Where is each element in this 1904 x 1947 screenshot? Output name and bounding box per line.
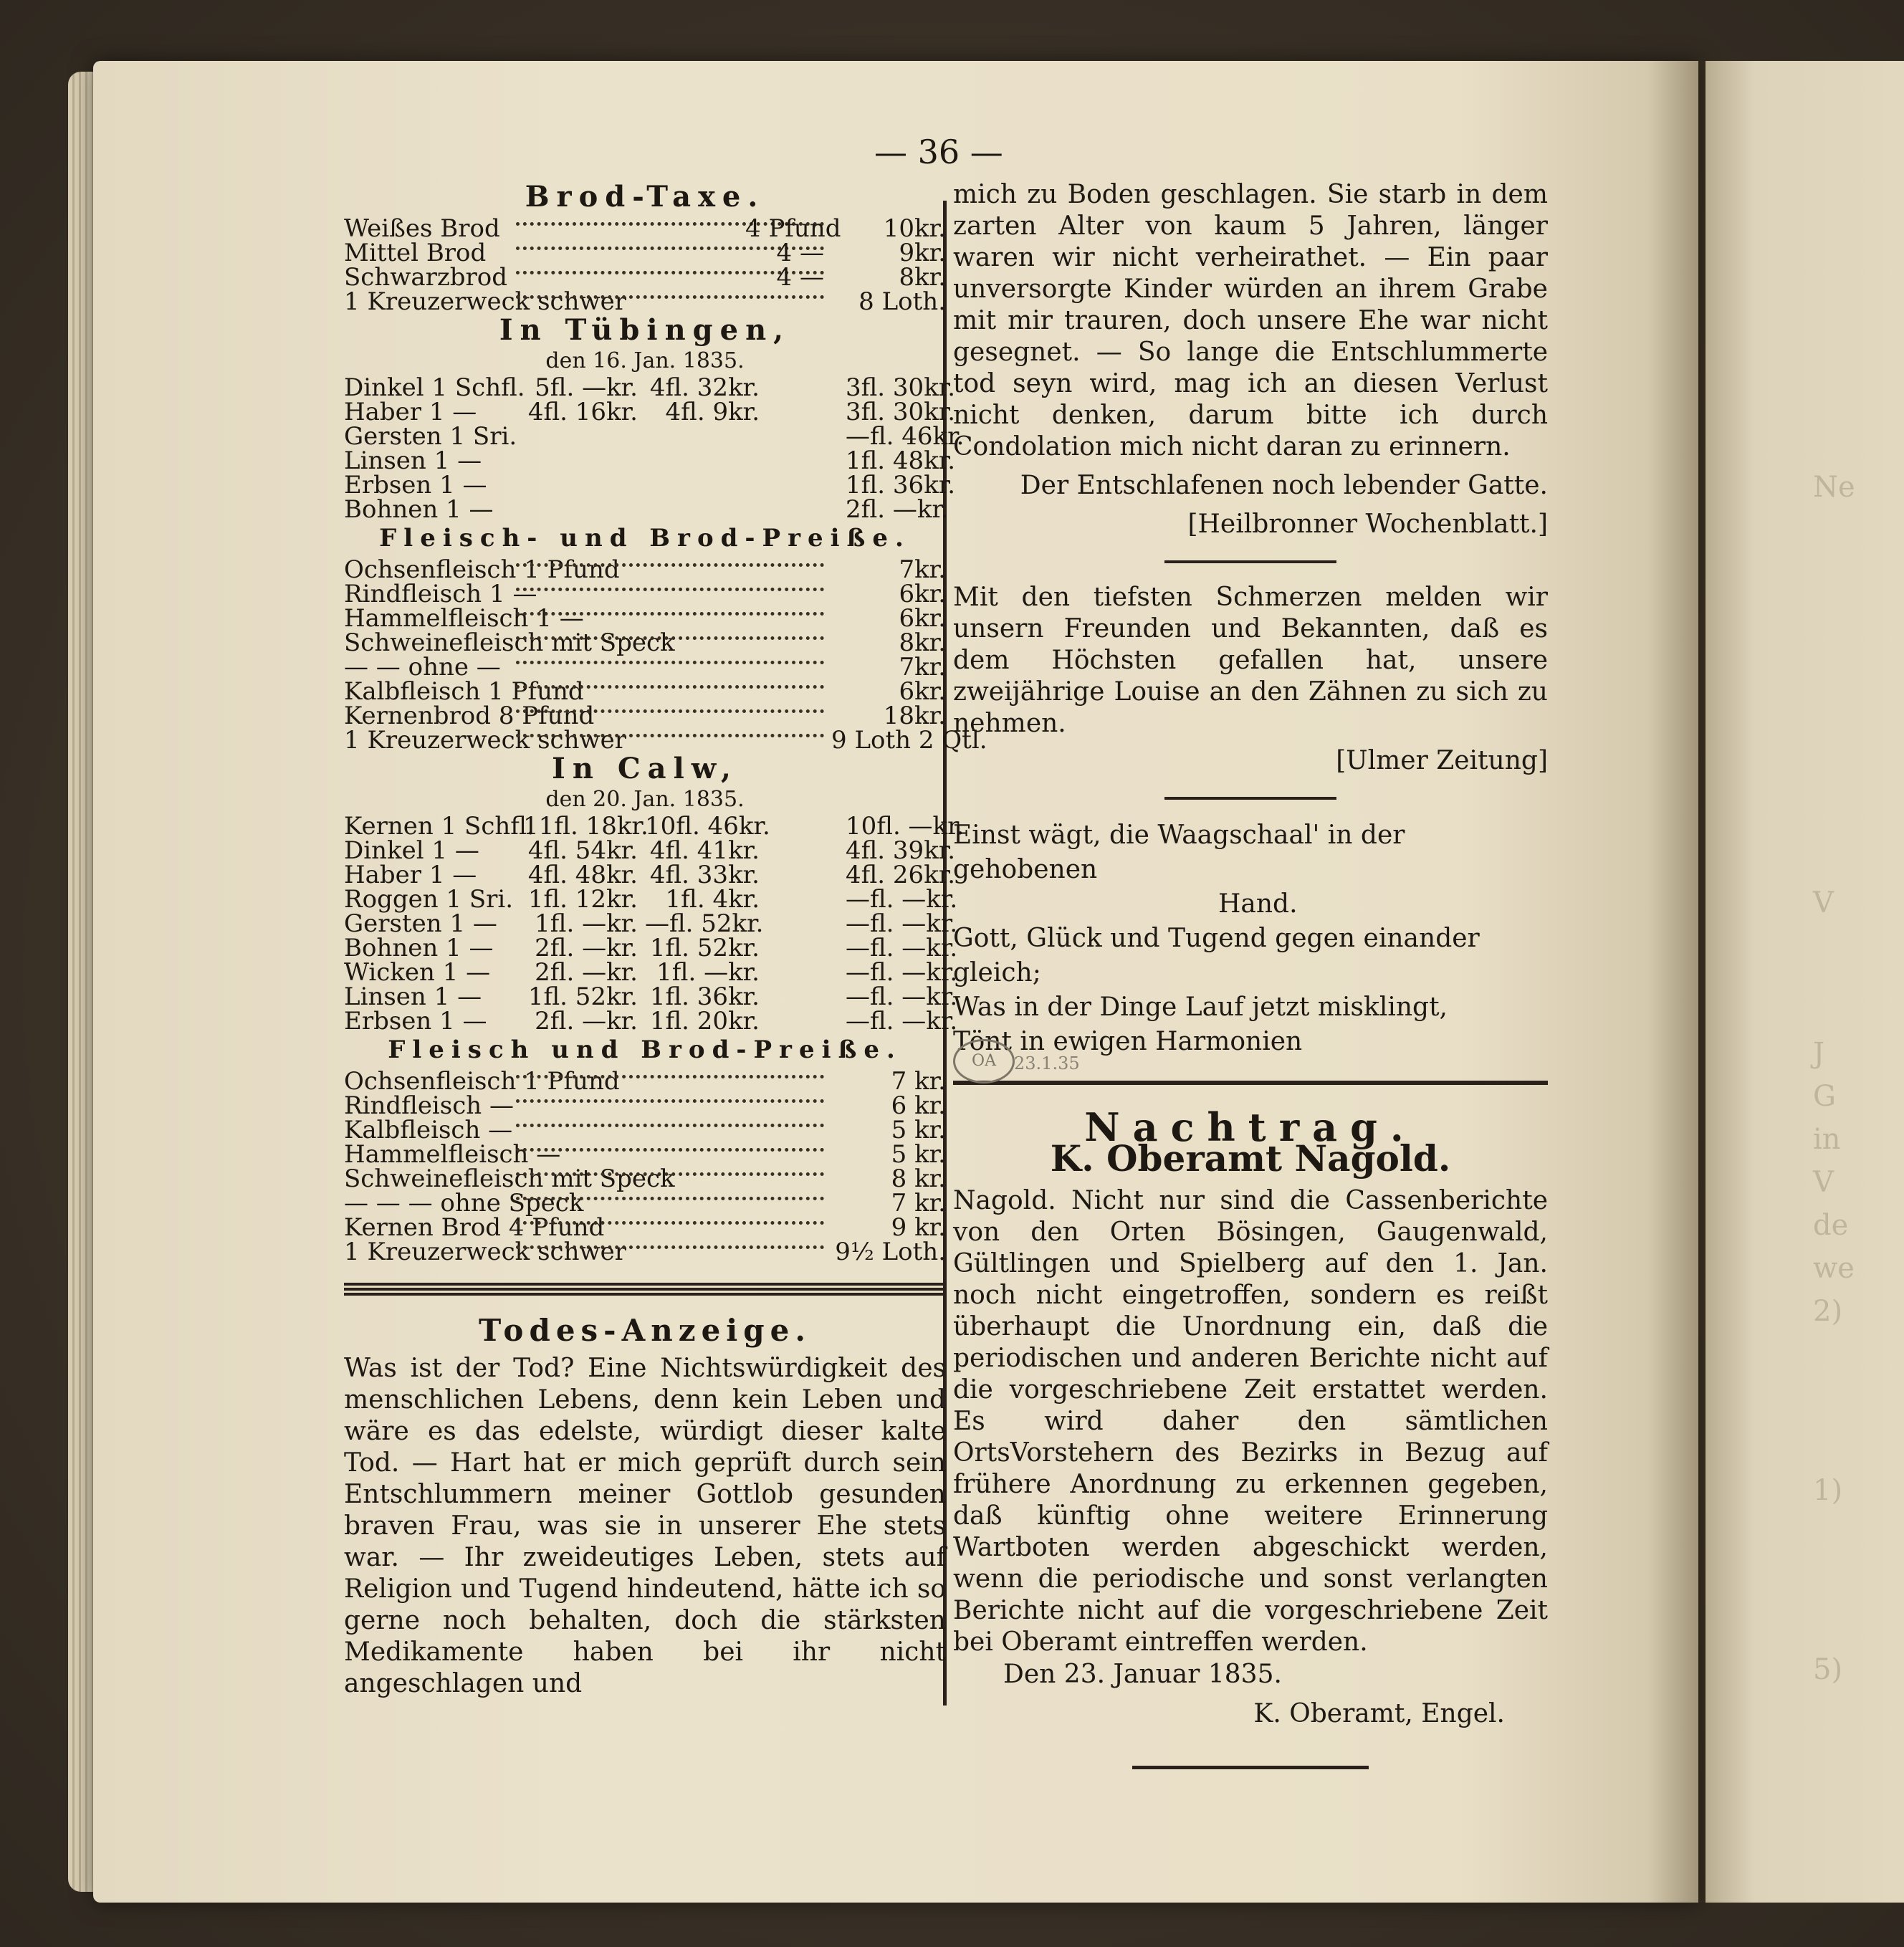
library-stamp: OA [953, 1039, 1015, 1083]
price-high: 4fl. 48kr. [527, 861, 638, 889]
right-page-bleed-text [1813, 93, 1899, 1691]
row-label: Bohnen 1 — [344, 495, 494, 524]
table-row [344, 495, 949, 524]
row-quantity: 4 Pfund [745, 214, 841, 243]
price-high: 2fl. —kr. [535, 958, 638, 987]
row-price: 8 Loth. [858, 287, 946, 316]
page-number: — 36 — [874, 133, 1003, 171]
row-label: Kalbfleisch — [344, 1116, 513, 1144]
tuebingen-title: In Tübingen, [499, 313, 791, 347]
bleed-line: J [1813, 1037, 1825, 1070]
row-price: 9 kr. [891, 1213, 946, 1242]
price-mid: 1fl. —kr. [656, 958, 760, 987]
calw-meat-table [344, 1067, 946, 1266]
nachtrag-title: Nachtrag. [1084, 1104, 1417, 1150]
row-price: 9 Loth 2 Qtl. [831, 726, 987, 755]
price-high: 1fl. 12kr. [527, 885, 638, 914]
calw-grain-table [344, 812, 965, 1035]
row-quantity: 4 — [776, 263, 824, 292]
row-label: Linsen 1 — [344, 982, 482, 1011]
price-low: —fl. —kr. [846, 909, 958, 938]
table-row [344, 287, 946, 316]
row-price: 8 kr. [891, 1164, 946, 1193]
notice-signature: K. Oberamt, Engel. [1253, 1699, 1505, 1728]
price-high: 4fl. 54kr. [527, 836, 638, 865]
row-label: Gersten 1 — [344, 909, 497, 938]
row-label: Dinkel 1 — [344, 836, 479, 865]
leader-dots [516, 685, 824, 689]
tuebingen-grain-table [344, 373, 965, 524]
row-price: 5 kr. [891, 1116, 946, 1144]
table-row [344, 555, 946, 584]
oberamt-title: K. Oberamt Nagold. [1050, 1137, 1451, 1180]
table-row [344, 604, 946, 633]
row-price: 8kr. [899, 628, 946, 657]
table-row [344, 958, 958, 987]
table-row [344, 398, 956, 426]
row-price: 18kr. [883, 702, 946, 730]
calw-meat-title: Fleisch und Brod-Preiße. [388, 1035, 902, 1064]
price-low: 10fl. —kr. [846, 812, 965, 841]
bleed-line: 1) [1813, 1474, 1843, 1507]
price-low: —fl. —kr. [846, 934, 958, 962]
row-label: Wicken 1 — [344, 958, 491, 987]
bleed-line: V [1813, 886, 1834, 919]
table-row [344, 812, 965, 841]
stamp-date: 23.1.35 [1014, 1053, 1080, 1073]
row-label: Kernen 1 Schfl. [344, 812, 535, 841]
table-row [344, 1213, 946, 1242]
price-mid: 1fl. 20kr. [649, 1007, 760, 1035]
table-row [344, 702, 946, 730]
row-label: Kalbfleisch 1 Pfund [344, 677, 584, 706]
brod-taxe-table [344, 214, 946, 316]
row-label: Kernen Brod 4 Pfund [344, 1213, 605, 1242]
death-notice-source: [Ulmer Zeitung] [1336, 746, 1548, 775]
bleed-line: G [1813, 1080, 1836, 1113]
price-low: —fl. —kr. [846, 982, 958, 1011]
brod-taxe-title: Brod-Taxe. [525, 180, 765, 214]
row-label: Mittel Brod [344, 239, 487, 267]
bleed-line: Ne [1813, 471, 1855, 504]
table-row [344, 422, 965, 451]
row-price: 10kr. [883, 214, 946, 243]
row-label: Erbsen 1 — [344, 1007, 487, 1035]
table-row [344, 653, 946, 681]
leader-dots [516, 563, 824, 567]
price-low: 4fl. 26kr. [846, 861, 956, 889]
price-high: 4fl. 16kr. [527, 398, 638, 426]
leader-dots [516, 1172, 824, 1176]
bleed-line: in [1813, 1123, 1841, 1156]
obituary-continuation: mich zu Boden geschlagen. Sie starb in dem zarten Alter von kaum 5 Jahren, länger waren wir nicht verheirathet. — Ein paar unversorgte Kinder würden an ihrem Grabe mit mir trauren, doch unsere Ehe war nicht gesegnet. — So lange die Entschlummerte tod seyn wird, mag ich an diesen Verlust nicht denken, darum bitte ich durch Condolation mich nicht daran zu erinnern. [953, 180, 1548, 461]
leader-dots [516, 661, 824, 664]
row-price: 7 kr. [891, 1067, 946, 1096]
book-gutter [1648, 61, 1706, 1903]
price-low: 2fl. —kr. [846, 495, 949, 524]
row-label: Ochsenfleisch 1 Pfund [344, 555, 620, 584]
table-row [344, 373, 956, 402]
section-rule [1164, 560, 1336, 563]
price-low: —fl. —kr. [846, 885, 958, 914]
row-label: Haber 1 — [344, 861, 477, 889]
bleed-line: de [1813, 1209, 1849, 1242]
right-column [953, 179, 1548, 1769]
leader-dots [516, 588, 824, 591]
table-row [344, 836, 956, 865]
row-label: Roggen 1 Sri. [344, 885, 514, 914]
calw-title: In Calw, [552, 752, 738, 785]
price-low: 4fl. 39kr. [846, 836, 956, 865]
leader-dots [516, 734, 824, 737]
obituary-source: [Heilbronner Wochenblatt.] [1187, 510, 1548, 539]
price-low: 3fl. 30kr. [846, 373, 956, 402]
notice-date: Den 23. Januar 1835. [1003, 1660, 1282, 1689]
price-mid: —fl. 52kr. [645, 909, 764, 938]
leader-dots [516, 1075, 824, 1078]
row-price: 5 kr. [891, 1140, 946, 1169]
price-low: 1fl. 36kr. [846, 471, 956, 499]
poem-line: Hand. [1218, 889, 1298, 919]
leader-dots [516, 709, 824, 713]
triple-rule [344, 1283, 946, 1296]
leader-dots [516, 1124, 824, 1127]
price-low: —fl. —kr. [846, 1007, 958, 1035]
row-price: 7kr. [899, 653, 946, 681]
table-row [344, 1238, 946, 1266]
table-row [344, 861, 956, 889]
tuebingen-date: den 16. Jan. 1835. [545, 348, 745, 373]
leader-dots [516, 1148, 824, 1152]
row-price: 6 kr. [891, 1091, 946, 1120]
row-price: 6kr. [899, 677, 946, 706]
poem-line: Gott, Glück und Tugend gegen einander gleich; [953, 924, 1480, 987]
row-label: — — — ohne Speck [344, 1189, 584, 1218]
row-label: Erbsen 1 — [344, 471, 487, 499]
leader-dots [516, 1221, 824, 1225]
bleed-line: 5) [1813, 1653, 1843, 1686]
row-label: Linsen 1 — [344, 446, 482, 475]
table-row [344, 628, 946, 657]
closing-rule [1132, 1766, 1369, 1769]
price-low: 3fl. 30kr. [846, 398, 956, 426]
price-low: 1fl. 48kr. [846, 446, 956, 475]
price-high: 1fl. 52kr. [527, 982, 638, 1011]
row-label: Dinkel 1 Schfl. [344, 373, 525, 402]
row-label: Weißes Brod [344, 214, 500, 243]
tuebingen-meat-table [344, 555, 987, 755]
price-mid: 4fl. 32kr. [649, 373, 760, 402]
row-price: 9kr. [899, 239, 946, 267]
leader-dots [516, 612, 824, 616]
row-label: Gersten 1 Sri. [344, 422, 517, 451]
row-price: 6kr. [899, 580, 946, 608]
price-mid: 4fl. 33kr. [649, 861, 760, 889]
row-label: 1 Kreuzerweck schwer [344, 1238, 626, 1266]
leader-dots [516, 1099, 824, 1103]
row-label: Schweinefleisch mit Speck [344, 1164, 675, 1193]
price-mid: 1fl. 4kr. [665, 885, 760, 914]
row-price: 7 kr. [891, 1189, 946, 1218]
row-label: Haber 1 — [344, 398, 477, 426]
price-high: 2fl. —kr. [535, 934, 638, 962]
row-label: Bohnen 1 — [344, 934, 494, 962]
table-row [344, 446, 956, 475]
todes-anzeige-title: Todes-Anzeige. [479, 1313, 811, 1348]
row-label: Schweinefleisch mit Speck [344, 628, 675, 657]
table-row [344, 1116, 946, 1144]
table-row [344, 909, 958, 938]
table-row [344, 726, 987, 755]
row-label: 1 Kreuzerweck schwer [344, 726, 626, 755]
death-notice-text: Mit den tiefsten Schmerzen melden wir unsern Freunden und Bekannten, daß es dem Höchsten gefallen hat, unsere zweijährige Louise an den Zähnen zu sich zu nehmen. [953, 583, 1548, 738]
calw-date: den 20. Jan. 1835. [545, 787, 745, 812]
table-row [344, 239, 946, 267]
table-row [344, 580, 946, 608]
price-mid: 1fl. 52kr. [649, 934, 760, 962]
price-mid: 4fl. 9kr. [665, 398, 760, 426]
bleed-line: 2) [1813, 1295, 1843, 1328]
row-quantity: 4 — [776, 239, 824, 267]
row-price: 7kr. [899, 555, 946, 584]
row-price: 9½ Loth. [835, 1238, 946, 1266]
leader-dots [516, 636, 824, 640]
price-low: —fl. 46kr. [846, 422, 965, 451]
table-row [344, 934, 958, 962]
table-row [344, 677, 946, 706]
section-rule [1164, 797, 1336, 800]
table-row [344, 471, 956, 499]
price-mid: 10fl. 46kr. [645, 812, 770, 841]
row-label: Hammelfleisch — [344, 1140, 561, 1169]
price-high: 1fl. —kr. [535, 909, 638, 938]
table-row [344, 982, 958, 1011]
row-label: Kernenbrod 8 Pfund [344, 702, 595, 730]
poem [953, 818, 1548, 1059]
row-label: Rindfleisch — [344, 1091, 515, 1120]
table-row [344, 263, 946, 292]
leader-dots [516, 1245, 824, 1249]
bleed-line: V [1813, 1166, 1834, 1199]
todes-anzeige-text: Was ist der Tod? Eine Nichtswürdigkeit des menschlichen Lebens, denn kein Leben und wäre es das edelste, würdigt dieser kalte Tod. — Hart hat er mich geprüft durch sein Entschlummern meiner Gottlob gesunden braven Frau, was sie in unserer Ehe stets war. — Ihr zweideutiges Leben, stets auf Religion und Tugend hindeutend, hätte ich so gerne noch behalten, doch die stärksten Medikamente haben bei ihr nicht angeschlagen und [344, 1354, 946, 1698]
bleed-line: we [1813, 1252, 1855, 1285]
table-row [344, 1189, 946, 1218]
table-row [344, 1067, 946, 1096]
tuebingen-meat-title: Fleisch- und Brod-Preiße. [379, 524, 911, 552]
table-row [344, 1140, 946, 1169]
row-label: 1 Kreuzerweck schwer [344, 287, 626, 316]
obituary-signature: Der Entschlafenen noch lebender Gatte. [1020, 471, 1548, 500]
nagold-notice-text: Nagold. Nicht nur sind die Cassenberichte von den Orten Bösingen, Gaugenwald, Gültlingen und Spielberg auf den 1. Jan. noch nicht eingetroffen, sondern es reißt überhaupt die Unordnung ein, daß die periodischen und anderen Berichte nicht auf die vorgeschriebene Zeit erstattet werden. Es wird daher den sämtlichen OrtsVorstehern des Bezirks in Bezug auf frühere Anordnung zu erkennen gegeben, daß künftig ohne weitere Erinnerung Wartboten werden abgeschickt werden, wenn die periodische und sonst verlangten Berichte nicht auf die vorgeschriebene Zeit bei Oberamt eintreffen werden. [953, 1186, 1548, 1657]
poem-line: Einst wägt, die Waagschaal' in der gehobenen [953, 821, 1405, 884]
poem-line: Was in der Dinge Lauf jetzt misklingt, [953, 992, 1448, 1022]
price-high: 2fl. —kr. [535, 1007, 638, 1035]
price-high: 5fl. —kr. [535, 373, 638, 402]
row-label: — — ohne — [344, 653, 501, 681]
row-label: Ochsenfleisch 1 Pfund [344, 1067, 620, 1096]
leader-dots [516, 1197, 824, 1200]
table-row [344, 1164, 946, 1193]
price-mid: 1fl. 36kr. [649, 982, 760, 1011]
section-rule [953, 1081, 1548, 1085]
row-price: 8kr. [899, 263, 946, 292]
table-row [344, 214, 946, 243]
price-high: 11fl. 18kr. [523, 812, 649, 841]
poem-line: Tönt in ewigen Harmonien [953, 1027, 1303, 1056]
table-row [344, 1007, 958, 1035]
table-row [344, 885, 958, 914]
row-label: Schwarzbrod [344, 263, 508, 292]
row-label: Rindfleisch 1 — [344, 580, 537, 608]
price-mid: 4fl. 41kr. [649, 836, 760, 865]
table-row [344, 1091, 946, 1120]
price-low: —fl. —kr. [846, 958, 958, 987]
row-label: Hammelfleisch 1 — [344, 604, 584, 633]
leader-dots [516, 295, 824, 299]
row-price: 6kr. [899, 604, 946, 633]
